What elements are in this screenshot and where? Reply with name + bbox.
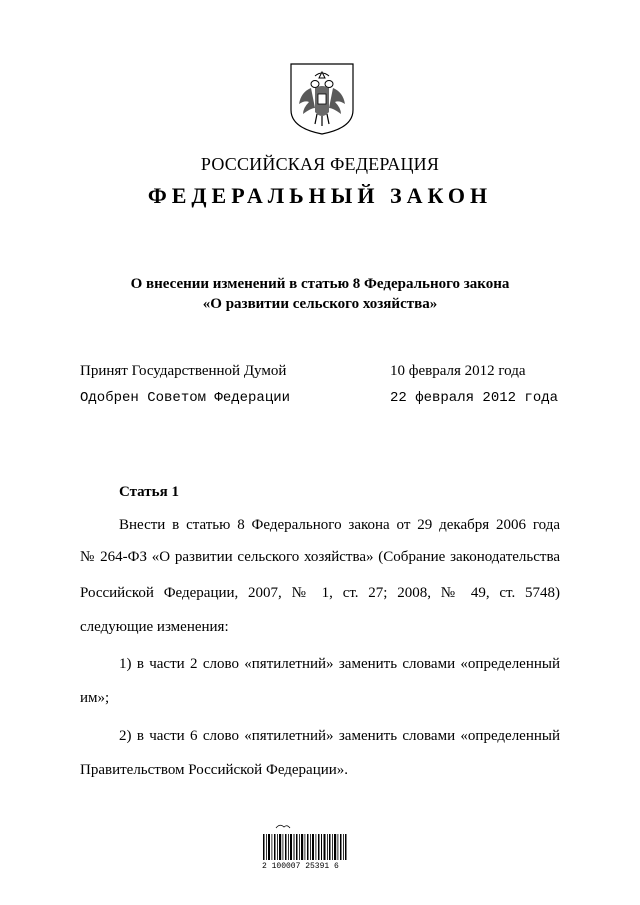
- coat-of-arms-icon: [289, 62, 355, 136]
- barcode-icon: [262, 822, 348, 880]
- barcode-number: 2 100007 25391 6: [262, 862, 339, 871]
- article-heading: Статья 1: [119, 484, 179, 500]
- duma-adoption-label: Принят Государственной Думой: [80, 363, 287, 379]
- article-text-line: № 264-ФЗ «О развитии сельского хозяйства» (Собрание законодательства: [80, 549, 560, 565]
- duma-adoption-date: 10 февраля 2012 года: [390, 363, 526, 379]
- country-name: РОССИЙСКАЯ ФЕДЕРАЦИЯ: [200, 154, 440, 174]
- council-approval-date: 22 февраля 2012 года: [390, 390, 559, 406]
- article-text-line: Правительством Российской Федерации».: [80, 762, 349, 778]
- article-text-line: 1) в части 2 слово «пятилетний» заменить словами «определенный: [119, 656, 560, 672]
- article-text-line: Российской Федерации, 2007, № 1, ст. 27; 2008, № 49, ст. 5748): [80, 585, 560, 601]
- article-text-line: следующие изменения:: [80, 619, 229, 635]
- document-type: ФЕДЕРАЛЬНЫЙ ЗАКОН: [147, 183, 493, 208]
- law-title-line-2: «О развитии сельского хозяйства»: [202, 296, 438, 312]
- article-text-line: 2) в части 6 слово «пятилетний» заменить словами «определенный: [119, 728, 560, 744]
- law-title-line-1: О внесении изменений в статью 8 Федерального закона: [130, 276, 510, 292]
- council-approval-label: Одобрен Советом Федерации: [80, 390, 291, 406]
- article-text-line: им»;: [80, 690, 110, 706]
- article-text-line: Внести в статью 8 Федерального закона от 29 декабря 2006 года: [119, 517, 560, 533]
